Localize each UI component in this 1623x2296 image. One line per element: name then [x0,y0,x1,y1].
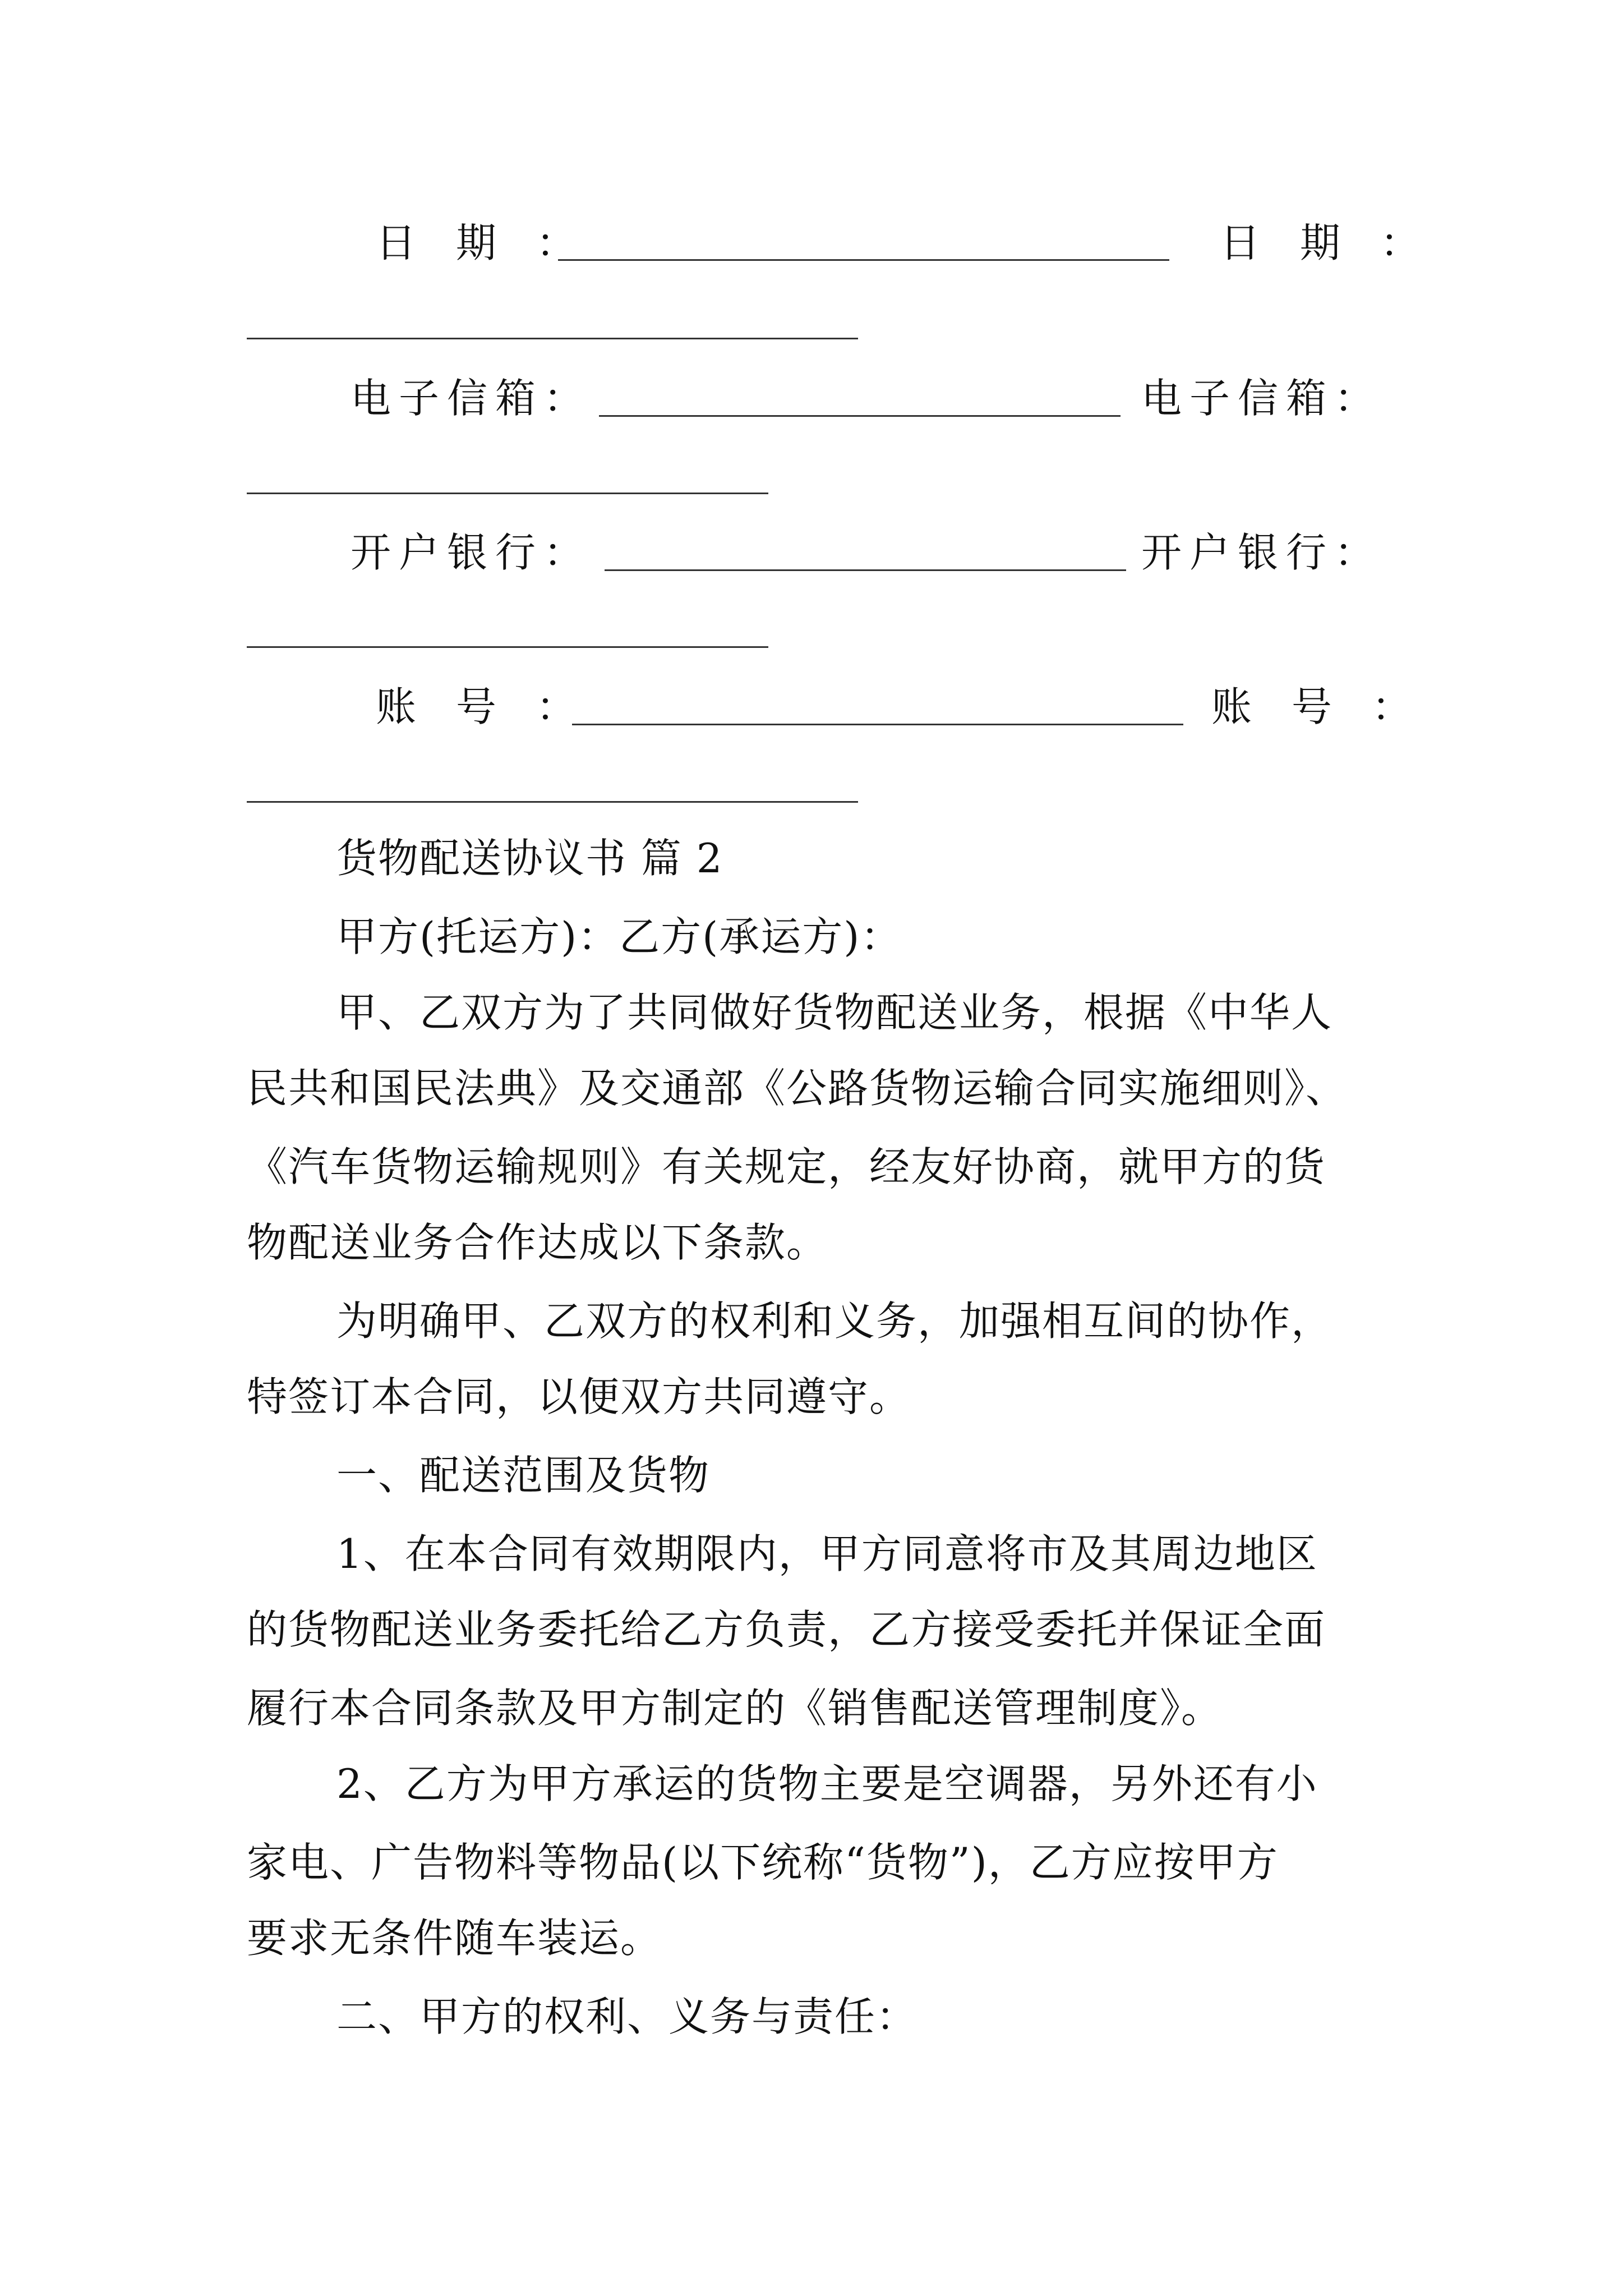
bank-line-party-b[interactable] [247,646,768,648]
paragraph-line: 1、在本合同有效期限内，甲方同意将市及其周边地区 [336,1530,1318,1577]
heading-scope: 一、配送范围及货物 [336,1452,711,1499]
heading-party-a-duties: 二、甲方的权利、义务与责任： [336,1993,918,2040]
paragraph-line: 甲、乙双方为了共同做好货物配送业务，根据《中华人 [336,989,1333,1036]
paragraph-line: 2、乙方为甲方承运的货物主要是空调器，另外还有小 [336,1760,1318,1807]
date-label-party-b: 日 期 ： [1220,219,1434,266]
account-line-party-a[interactable] [572,724,1183,725]
bank-label-party-b: 开户银行： [1141,529,1383,576]
email-label-party-b: 电子信箱： [1141,375,1383,422]
account-label-party-a: 账 号 ： [376,683,590,730]
bank-line-party-a[interactable] [605,569,1126,571]
paragraph-line: 的货物配送业务委托给乙方负责，乙方接受委托并保证全面 [247,1606,1326,1653]
email-label-party-a: 电子信箱： [351,375,592,422]
paragraph-line: 民共和国民法典》及交通部《公路货物运输合同实施细则》、 [247,1065,1348,1112]
paragraph-line: 物配送业务合作达成以下条款。 [247,1219,828,1266]
paragraph-line: 《汽车货物运输规则》有关规定，经友好协商，就甲方的货 [247,1143,1326,1190]
date-line-party-b[interactable] [247,338,858,339]
account-label-party-b: 账 号 ： [1211,683,1426,730]
date-line-party-a[interactable] [558,259,1169,261]
paragraph-line: 要求无条件随车装运。 [247,1915,662,1962]
bank-label-party-a: 开户银行： [351,529,592,576]
paragraph-line: 履行本合同条款及甲方制定的《销售配送管理制度》。 [247,1685,1223,1732]
date-label-party-a: 日 期 ： [376,219,590,266]
paragraph-line: 为明确甲、乙双方的权利和义务，加强相互间的协作， [336,1297,1333,1345]
email-line-party-a[interactable] [599,415,1121,417]
parties-line: 甲方(托运方)：乙方(承运方)： [336,913,902,960]
account-line-party-b[interactable] [247,801,858,803]
paragraph-line: 家电、广告物料等物品(以下统称“货物”)，乙方应按甲方 [247,1839,1279,1886]
email-line-party-b[interactable] [247,493,768,494]
paragraph-line: 特签订本合同，以便双方共同遵守。 [247,1373,911,1420]
section-title: 货物配送协议书 篇 2 [336,835,723,882]
